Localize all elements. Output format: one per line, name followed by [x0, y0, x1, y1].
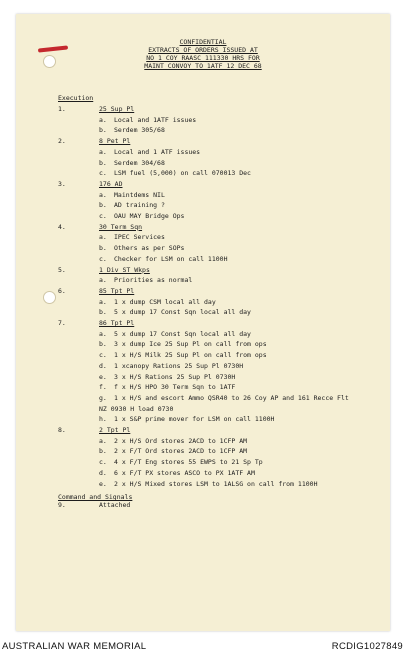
sub-item-letter: c. — [99, 351, 107, 360]
sub-item-row — [0, 190, 407, 201]
sub-item-text: 6 x F/T PX stores ASCO to PX 1ATF AM — [114, 468, 255, 477]
sub-item-letter: a. — [99, 329, 107, 338]
item-number: 9. — [58, 501, 66, 510]
sub-item-row — [0, 457, 407, 468]
sub-item-text: Local and 1ATF issues — [114, 115, 197, 124]
sub-item-row — [0, 479, 407, 490]
sub-item-row — [0, 329, 407, 340]
punch-hole-top — [43, 55, 56, 68]
sub-item-letter: a. — [99, 276, 107, 285]
sub-item-letter: f. — [99, 383, 107, 392]
sub-item-row — [0, 436, 407, 447]
sub-item-text: 1 x H/S Milk 25 Sup Pl on call from ops — [114, 351, 267, 360]
sub-item-letter: a. — [99, 233, 107, 242]
sub-item-letter: c. — [99, 458, 107, 467]
sub-item-text: OAU MAY Bridge Ops — [114, 212, 185, 220]
header-line-unit: NO 1 COY RAASC 111330 HRS FOR — [146, 54, 260, 62]
sub-item-row — [0, 254, 407, 265]
sub-item-text: Serdem 304/68 — [114, 158, 165, 167]
sub-item-text: 4 x F/T Eng stores 55 EWPS to 21 Sp Tp — [114, 458, 263, 467]
item-number: 3. — [58, 179, 66, 188]
sub-item-row — [0, 115, 407, 126]
sub-item-row — [0, 414, 407, 425]
item-8-heading-row — [0, 425, 407, 436]
sub-item-text: Local and 1 ATF issues — [114, 147, 201, 156]
sub-item-row — [0, 372, 407, 383]
item-number: 6. — [58, 286, 66, 295]
sub-item-text: Others as per SOPs — [114, 244, 185, 253]
sub-item-letter: b. — [99, 308, 107, 317]
sub-item-letter: h. — [99, 415, 107, 424]
sub-item-row — [0, 125, 407, 136]
item-1-heading-row — [0, 104, 407, 115]
item-heading: 85 Tpt Pl — [99, 286, 135, 295]
item-heading: 2 Tpt Pl — [99, 426, 131, 434]
execution-heading: Execution — [58, 94, 94, 102]
sub-item-text: Priorities as normal — [114, 276, 193, 285]
sub-item-text: Serdem 305/68 — [114, 126, 165, 135]
sub-item-text: AD training ? — [114, 201, 165, 210]
sub-item-row — [0, 393, 407, 404]
sub-item-text: 1 x H/S and escort Ammo QSR40 to 26 Coy AP and 161 Recce Flt — [114, 393, 349, 402]
item-number: 4. — [58, 222, 66, 231]
sub-item-text: Checker for LSM on call 1100H — [114, 254, 228, 263]
item-text: Attached — [99, 501, 131, 510]
sub-item-letter: d. — [99, 361, 107, 370]
item-2-heading-row — [0, 136, 407, 147]
header-line-title: EXTRACTS OF ORDERS ISSUED AT — [148, 46, 258, 54]
sub-item-letter: g. — [99, 393, 107, 402]
sub-item-letter: d. — [99, 468, 107, 477]
sub-item-letter: e. — [99, 479, 107, 488]
sub-item-text: 5 x dump 17 Const Sqn local all day — [114, 308, 251, 317]
sub-item-text: 1 x S&P prime mover for LSM on call 1100H — [114, 415, 275, 424]
sub-item-row — [0, 200, 407, 211]
sub-item-row — [0, 404, 407, 415]
sub-item-letter: a. — [99, 190, 107, 199]
sub-item-row — [0, 168, 407, 179]
sub-item-letter: c. — [99, 212, 107, 220]
item-number: 7. — [58, 319, 66, 327]
sub-item-text: 2 x H/S Ord stores 2ACD to 1CFP AM — [114, 436, 248, 445]
item-heading: 30 Term Sqn — [99, 222, 143, 231]
sub-item-text: 1 xcanopy Rations 25 Sup Pl 0730H — [114, 361, 244, 370]
footer-bar — [0, 638, 407, 654]
item-heading: 176 AD — [99, 179, 123, 188]
item-6-heading-row — [0, 286, 407, 297]
header-line-convoy: MAINT CONVOY TO 1ATF 12 DEC 68 — [144, 62, 262, 70]
sub-item-letter: c. — [99, 169, 107, 178]
sub-item-letter: a. — [99, 297, 107, 306]
sub-item-row — [0, 382, 407, 393]
sub-item-letter: a. — [99, 436, 107, 445]
header-line-classification: CONFIDENTIAL — [179, 38, 227, 46]
sub-item-letter: b. — [99, 126, 107, 135]
sub-item-row — [0, 147, 407, 158]
sub-item-text: Maintdems NIL — [114, 190, 165, 199]
sub-item-text: 1 x dump CSM local all day — [114, 297, 216, 306]
sub-item-text: f x H/S HPO 30 Term Sqn to 1ATF — [114, 383, 236, 392]
item-heading: 8 Pet Pl — [99, 137, 131, 146]
sub-item-row — [0, 158, 407, 169]
sub-item-letter: b. — [99, 158, 107, 167]
red-tab-mark — [38, 45, 68, 52]
sub-item-row — [0, 468, 407, 479]
item-3-heading-row — [0, 179, 407, 190]
footer-institution: AUSTRALIAN WAR MEMORIAL — [2, 641, 147, 652]
sub-item-letter: c. — [99, 254, 107, 263]
sub-item-text: 3 x H/S Rations 25 Sup Pl 0730H — [114, 372, 236, 381]
item-number: 1. — [58, 105, 66, 113]
item-number: 8. — [58, 426, 66, 434]
sub-item-text: LSM fuel (5,000) on call 070013 Dec — [114, 169, 251, 178]
item-heading: 25 Sup Pl — [99, 105, 135, 113]
item-number: 5. — [58, 265, 66, 274]
sub-item-row — [0, 361, 407, 372]
sub-item-row — [0, 350, 407, 361]
sub-item-continuation: NZ 0930 H load 0730 — [99, 404, 174, 413]
item-7-heading-row — [0, 318, 407, 329]
sub-item-row — [0, 232, 407, 243]
sub-item-letter: b. — [99, 340, 107, 349]
sub-item-row — [0, 446, 407, 457]
item-9-row — [0, 500, 407, 511]
sub-item-row — [0, 339, 407, 350]
sub-item-text: 5 x dump 17 Const Sqn local all day — [114, 329, 251, 338]
item-heading: 1 Div ST Wkps — [99, 265, 150, 274]
footer-record-id: RCDIG1027849 — [331, 641, 403, 652]
item-number: 2. — [58, 137, 66, 146]
sub-item-text: IPEC Services — [114, 233, 165, 242]
sub-item-letter: b. — [99, 244, 107, 253]
sub-item-text: 2 x H/S Mixed stores LSM to 1ALSG on call from 1100H — [114, 479, 318, 488]
sub-item-letter: e. — [99, 372, 107, 381]
sub-item-letter: a. — [99, 115, 107, 124]
sub-item-row — [0, 297, 407, 308]
item-4-heading-row — [0, 222, 407, 233]
sub-item-row — [0, 243, 407, 254]
sub-item-text: 3 x dump Ice 25 Sup Pl on call from ops — [114, 340, 267, 349]
sub-item-row — [0, 275, 407, 286]
sub-item-letter: b. — [99, 201, 107, 210]
sub-item-letter: b. — [99, 447, 107, 456]
sub-item-letter: a. — [99, 147, 107, 156]
sub-item-row — [0, 307, 407, 318]
command-signals-heading: Command and Signals — [58, 493, 133, 502]
item-5-heading-row — [0, 265, 407, 276]
sub-item-row — [0, 211, 407, 222]
sub-item-text: 2 x F/T Ord stores 2ACD to 1CFP AM — [114, 447, 248, 456]
item-heading: 86 Tpt Pl — [99, 319, 135, 327]
